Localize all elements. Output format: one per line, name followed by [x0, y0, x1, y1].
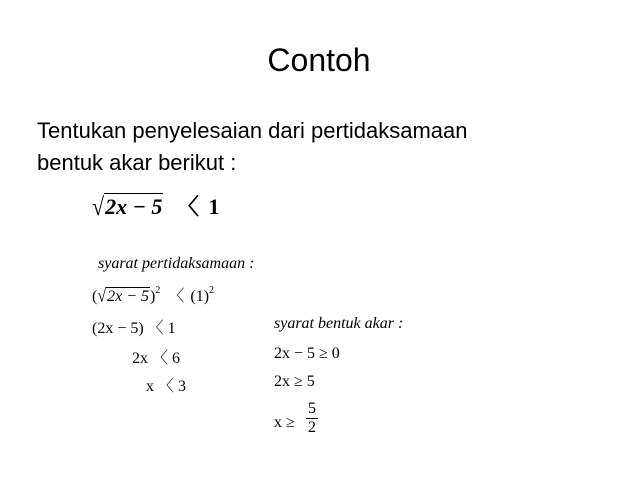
sba-fraction-denominator: 2	[308, 419, 316, 436]
sp-step-1-exp: 2	[155, 285, 161, 296]
sba-step-3-lhs: x ≥	[274, 414, 295, 431]
sp-step-3: 2x 〈 6	[132, 350, 181, 367]
main-inequality	[92, 190, 219, 221]
sp-step-1-open: (	[92, 288, 98, 305]
syarat-pertidaksamaan-label: syarat pertidaksamaan :	[98, 255, 255, 272]
sp-step-1-rhs-exp: 2	[209, 285, 215, 296]
sp-step-1-radicand: 2x − 5	[107, 288, 150, 305]
sp-step-1-rhs: (1)	[190, 288, 210, 305]
sp-step-4: x 〈 3	[146, 378, 187, 395]
sba-step-3-fraction	[306, 400, 318, 437]
sp-step-1	[92, 283, 214, 306]
sp-step-1-close: )	[150, 288, 156, 305]
main-rhs: 1	[208, 194, 220, 219]
sqrt-icon: √	[92, 192, 105, 221]
intro-text	[37, 115, 617, 179]
sba-step-1: 2x − 5 ≥ 0	[274, 345, 340, 362]
main-radicand: 2x − 5	[105, 194, 163, 219]
intro-line-1: Tentukan penyelesaian dari pertidaksamaan	[37, 118, 468, 143]
intro-line-2: bentuk akar berikut :	[37, 150, 237, 175]
sba-fraction-numerator: 5	[308, 400, 316, 417]
sba-step-2: 2x ≥ 5	[274, 373, 315, 390]
syarat-bentuk-akar-label: syarat bentuk akar :	[274, 315, 404, 332]
sp-step-2: (2x − 5) 〈 1	[92, 320, 176, 337]
slide-title: Contoh	[267, 42, 371, 78]
sqrt-icon: √	[97, 286, 107, 307]
sp-step-1-rel: 〈	[168, 288, 185, 305]
main-relation: 〈	[176, 194, 199, 219]
